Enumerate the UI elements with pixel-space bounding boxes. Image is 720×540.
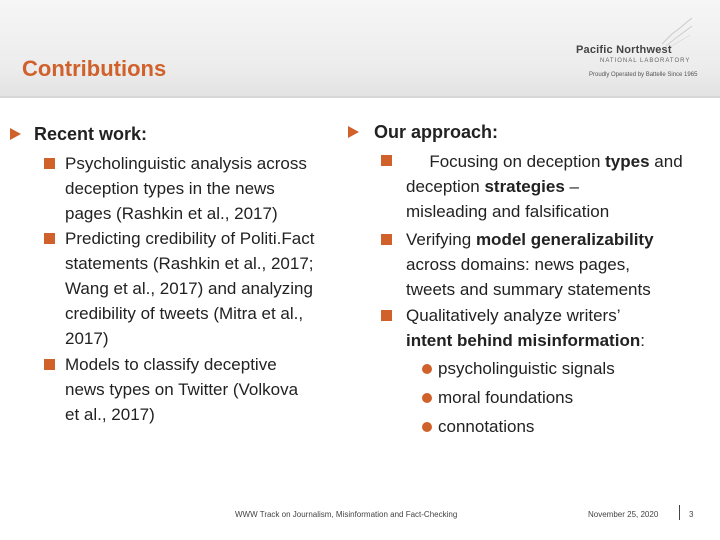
bullet-arrow-icon <box>348 126 359 138</box>
left-bullet-1: Psycholinguistic analysis across deception types in the news pages (Rashkin et al., 2017) <box>65 154 307 223</box>
sub-bullet-dot-icon <box>422 393 432 403</box>
right-bullet-3: Qualitatively analyze writers’ intent behind misinformation: <box>406 306 645 350</box>
slide-title: Contributions <box>22 56 167 81</box>
footer-track: WWW Track on Journalism, Misinformation and Fact-Checking <box>235 510 458 519</box>
sub-bullet-3: connotations <box>438 417 535 436</box>
bullet-arrow-icon <box>10 128 21 140</box>
bullet-square-icon <box>44 158 55 169</box>
right-bullet-2: Verifying model generalizability across domains: news pages, tweets and summary statements <box>406 230 654 299</box>
logo-subtitle: NATIONAL LABORATORY <box>600 58 691 64</box>
bullet-square-icon <box>381 310 392 321</box>
footer-date: November 25, 2020 <box>588 510 659 519</box>
sub-bullet-dot-icon <box>422 422 432 432</box>
page-number: 3 <box>689 510 694 519</box>
right-bullet-1-line-2: deception strategies – misleading and falsification <box>406 177 610 221</box>
header-divider <box>0 96 720 98</box>
logo-operated-by: Proudly Operated by Battelle Since 1965 <box>589 72 698 78</box>
sub-bullet-1: psycholinguistic signals <box>438 359 615 378</box>
bullet-square-icon <box>44 233 55 244</box>
left-bullet-2: Predicting credibility of Politi.Fact statements (Rashkin et al., 2017; Wang et al., 2017) and analyzing credibility of tweets (Mitra et al., 2017) <box>65 229 315 348</box>
sub-bullet-dot-icon <box>422 364 432 374</box>
left-heading: Recent work: <box>34 124 148 144</box>
bullet-square-icon <box>381 155 392 166</box>
sub-bullet-2: moral foundations <box>438 388 574 407</box>
bullet-square-icon <box>44 359 55 370</box>
left-bullet-3: Models to classify deceptive news types on Twitter (Volkova et al., 2017) <box>65 355 299 424</box>
logo-name: Pacific Northwest <box>576 44 672 56</box>
right-heading: Our approach: <box>374 122 499 142</box>
footer-divider <box>679 505 680 520</box>
bullet-square-icon <box>381 234 392 245</box>
right-bullet-1: Focusing on deception types and <box>429 152 683 171</box>
